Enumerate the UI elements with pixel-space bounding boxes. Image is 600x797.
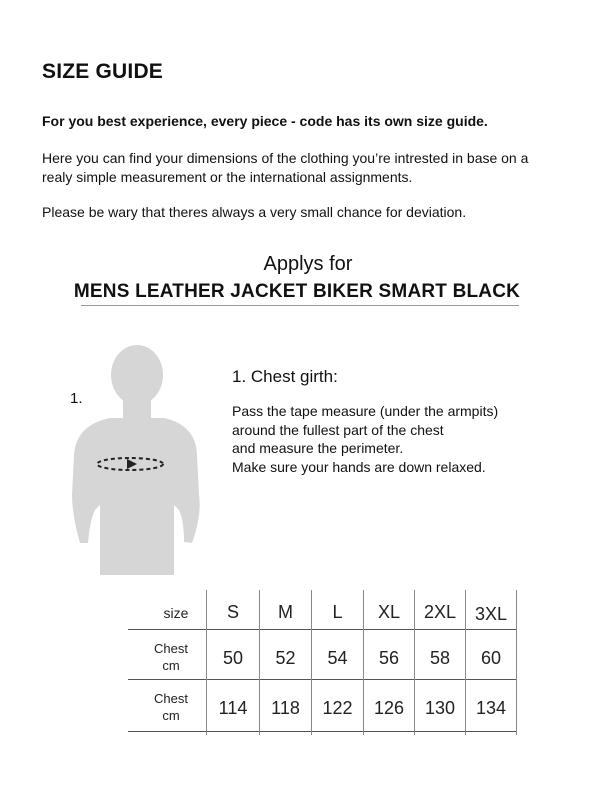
male-silhouette-icon <box>60 345 200 585</box>
table-cell: 134 <box>475 698 507 718</box>
row-label-line: cm <box>162 658 180 673</box>
measurement-line: around the fullest part of the chest <box>232 421 444 438</box>
table-header-cell: XL <box>377 602 401 622</box>
table-cell: 56 <box>378 648 400 668</box>
measurement-line: Pass the tape measure (under the armpits) <box>232 403 499 419</box>
table-cell: 130 <box>424 698 456 718</box>
deviation-note: Please be wary that theres always a very small chance for deviation. <box>42 204 467 220</box>
table-rule <box>128 731 517 732</box>
table-row-label <box>142 690 200 724</box>
table-cell: 50 <box>222 648 244 668</box>
table-header-cell: S <box>226 602 239 622</box>
row-label-line: Chest <box>154 641 188 656</box>
table-cell: 58 <box>429 648 451 668</box>
intro-line-1: Here you can find your dimensions of the clothing you’re intrested in base on a <box>42 150 529 166</box>
lead-text: For you best experience, every piece - code has its own size guide. <box>42 113 488 129</box>
table-cell: 60 <box>480 648 502 668</box>
figure <box>60 345 200 585</box>
table-row-label <box>142 640 200 674</box>
table-cell: 114 <box>218 698 248 718</box>
row-label-line: cm <box>162 708 180 723</box>
table-cell: 126 <box>373 698 405 718</box>
table-cell: 54 <box>327 648 348 668</box>
product-name: MENS LEATHER JACKET BIKER SMART BLACK <box>73 281 521 302</box>
page-title: SIZE GUIDE <box>42 60 164 83</box>
intro-line-2: realy simple measurement or the international assignments. <box>42 169 413 185</box>
size-table <box>128 590 517 735</box>
measurement-description <box>232 402 562 476</box>
table-header-cell: L <box>332 602 343 622</box>
table-header-cell: M <box>278 602 293 622</box>
table-header-label: size <box>163 605 189 621</box>
table-cell: 118 <box>271 698 300 718</box>
measurement-line: and measure the perimeter. <box>232 440 404 456</box>
product-divider <box>81 305 519 306</box>
row-label-line: Chest <box>154 691 188 706</box>
measurement-heading: 1. Chest girth: <box>232 367 338 386</box>
table-rule <box>128 679 517 680</box>
table-header-cell: 3XL <box>474 604 508 624</box>
table-cell: 122 <box>322 698 353 718</box>
table-column-divider <box>516 590 517 735</box>
measurement-line: Make sure your hands are down relaxed. <box>232 458 486 475</box>
figure-number: 1. <box>70 390 83 407</box>
table-rule <box>128 629 517 630</box>
applys-for-label: Applys for <box>263 253 353 275</box>
table-cell: 52 <box>275 648 296 668</box>
table-header-cell: 2XL <box>423 602 457 622</box>
intro-paragraph <box>42 149 582 187</box>
